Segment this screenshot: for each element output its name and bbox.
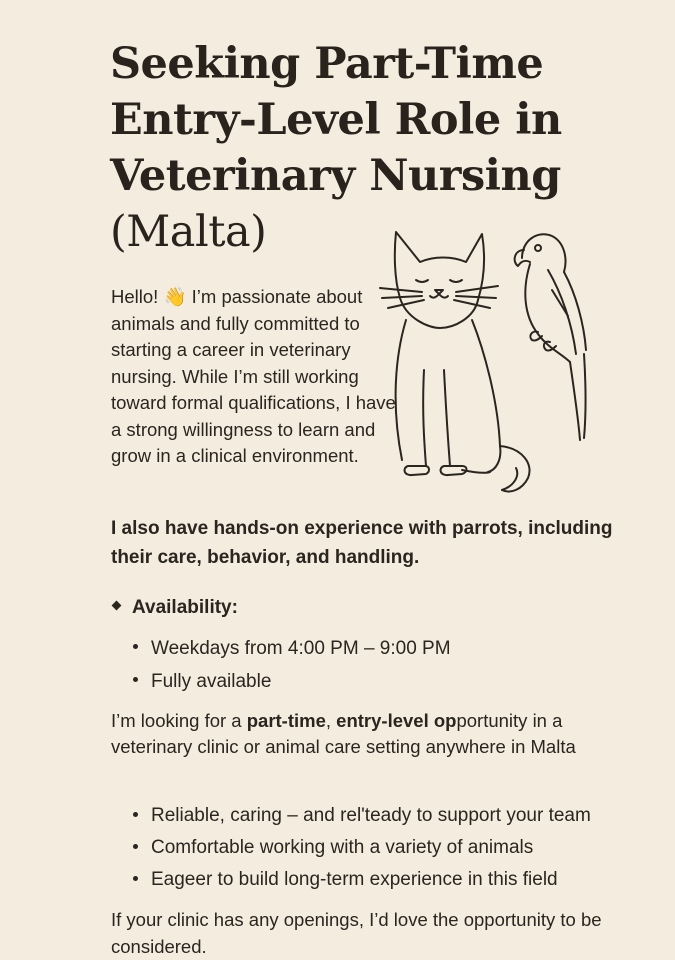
- availability-item-text: Weekdays from 4:00 PM – 9:00 PM: [151, 638, 451, 659]
- parrot-icon: [515, 234, 586, 440]
- bullet-icon: [133, 876, 138, 881]
- intro-greeting: Hello!: [111, 286, 159, 307]
- list-item: [133, 864, 591, 896]
- list-item: [133, 800, 591, 832]
- closing-paragraph: If your clinic has any openings, I’d love the opportunity to be considered.: [111, 909, 602, 957]
- availability-list: [133, 632, 451, 698]
- pet-illustration: [372, 220, 602, 500]
- looking-prefix: I’m looking for a: [111, 710, 247, 731]
- bullet-icon: [133, 644, 138, 649]
- list-item: [133, 632, 451, 665]
- quality-item-text: Comfortable working with a variety of animals: [151, 837, 534, 858]
- looking-comma: ,: [325, 710, 337, 731]
- bullet-icon: [133, 677, 138, 682]
- quality-item-text: Eageer to build long-term experience in this field: [151, 869, 558, 890]
- looking-part-time: part-time: [246, 710, 326, 731]
- bullet-icon: [133, 844, 138, 849]
- availability-label: Availability:: [132, 597, 238, 618]
- list-item: [133, 665, 451, 698]
- intro-text: I’m passionate about animals and fully committed to starting a career in veterinary nursing. While I’m still working toward formal qualifications, I have a strong willingness to learn and grow in a clinical environment.: [111, 286, 396, 466]
- cat-icon: [380, 232, 530, 492]
- parrot-experience: I also have hands-on experience with parrots, including their care, behavior, and handling.: [111, 518, 613, 568]
- list-item: [133, 832, 591, 864]
- qualities-list: [133, 800, 591, 896]
- availability-heading: [113, 596, 238, 620]
- looking-paragraph: [111, 708, 631, 760]
- intro-paragraph: [111, 284, 401, 470]
- diamond-bullet-icon: [112, 601, 122, 611]
- looking-rest: portunity in a veterinary clinic or animal care setting anywhere in Malta: [111, 710, 576, 757]
- availability-item-text: Fully available: [151, 671, 272, 692]
- title-sub: (Malta): [110, 207, 267, 257]
- title-main: Seeking Part-Time Entry-Level Role in Veterinary Nursing: [110, 39, 562, 201]
- wave-icon: 👋: [163, 286, 187, 307]
- bullet-icon: [133, 812, 138, 817]
- quality-item-text: Reliable, caring – and rel'teady to support your team: [151, 805, 591, 826]
- looking-entry-level: entry-level op: [336, 710, 457, 731]
